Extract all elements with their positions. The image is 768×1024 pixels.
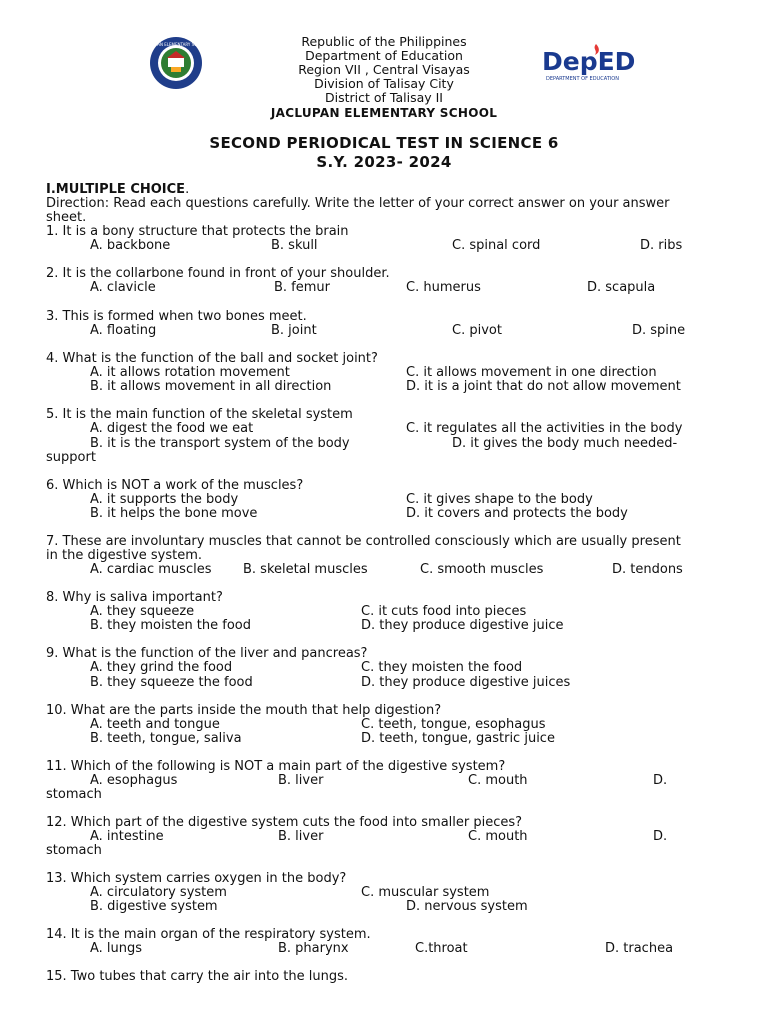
q13-option-a: A. circulatory system xyxy=(90,885,227,900)
question-11: 11. Which of the following is NOT a main part of the digestive system? xyxy=(46,759,506,774)
header-line-2: Department of Education xyxy=(305,48,463,63)
test-title: SECOND PERIODICAL TEST IN SCIENCE 6 xyxy=(209,134,559,152)
question-12: 12. Which part of the digestive system cuts the food into smaller pieces? xyxy=(46,815,523,830)
q14-option-a: A. lungs xyxy=(90,941,143,956)
section-heading-period: . xyxy=(185,182,190,197)
q12-option-c: C. mouth xyxy=(468,829,528,844)
q10-option-d: D. teeth, tongue, gastric juice xyxy=(361,731,555,746)
q2-option-d: D. scapula xyxy=(587,280,656,295)
q7-option-c: C. smooth muscles xyxy=(420,562,544,577)
q5-option-b: B. it is the transport system of the body xyxy=(90,436,350,451)
q7-option-a: A. cardiac muscles xyxy=(90,562,212,577)
q2-option-c: C. humerus xyxy=(406,280,481,295)
q6-option-b: B. it helps the bone move xyxy=(90,506,258,521)
q2-option-b: B. femur xyxy=(274,280,331,295)
question-15: 15. Two tubes that carry the air into the lungs. xyxy=(46,969,349,984)
svg-text:DEPARTMENT OF EDUCATION: DEPARTMENT OF EDUCATION xyxy=(546,76,619,82)
q10-option-b: B. teeth, tongue, saliva xyxy=(90,731,242,746)
q2-option-a: A. clavicle xyxy=(90,280,156,295)
question-7-cont: in the digestive system. xyxy=(46,548,202,563)
q5-option-c: C. it regulates all the activities in the body xyxy=(406,421,683,436)
q7-option-d: D. tendons xyxy=(612,562,683,577)
direction-line-1: Direction: Read each questions carefully. Write the letter of your correct answer on your answer xyxy=(46,196,670,211)
q7-option-b: B. skeletal muscles xyxy=(243,562,368,577)
direction-line-2: sheet. xyxy=(46,210,87,225)
q3-option-c: C. pivot xyxy=(452,323,502,338)
q13-option-c: C. muscular system xyxy=(361,885,490,900)
q4-option-c: C. it allows movement in one direction xyxy=(406,365,657,380)
q4-option-b: B. it allows movement in all direction xyxy=(90,379,332,394)
q14-option-c: C.throat xyxy=(415,941,468,956)
header-line-5: District of Talisay II xyxy=(325,90,443,105)
q13-option-b: B. digestive system xyxy=(90,899,218,914)
q8-option-a: A. they squeeze xyxy=(90,604,195,619)
q4-option-a: A. it allows rotation movement xyxy=(90,365,290,380)
section-heading-text: I.MULTIPLE CHOICE xyxy=(46,182,186,197)
school-name: JACLUPAN ELEMENTARY SCHOOL xyxy=(270,106,498,120)
svg-text:JACLUPAN ELEMENTARY SCHOOL: JACLUPAN ELEMENTARY SCHOOL xyxy=(143,42,209,47)
q10-option-a: A. teeth and tongue xyxy=(90,717,220,732)
q1-option-b: B. skull xyxy=(271,238,318,253)
q14-option-b: B. pharynx xyxy=(278,941,349,956)
q5-option-d-wrap: support xyxy=(46,450,96,465)
question-7: 7. These are involuntary muscles that cannot be controlled consciously which are usually present xyxy=(46,534,681,549)
q5-option-a: A. digest the food we eat xyxy=(90,421,254,436)
q12-option-a: A. intestine xyxy=(90,829,164,844)
q9-option-b: B. they squeeze the food xyxy=(90,675,253,690)
school-year: S.Y. 2023- 2024 xyxy=(316,153,452,171)
header-line-4: Division of Talisay City xyxy=(314,76,454,91)
q10-option-c: C. teeth, tongue, esophagus xyxy=(361,717,546,732)
question-3: 3. This is formed when two bones meet. xyxy=(46,309,307,324)
q3-option-d: D. spine xyxy=(632,323,686,338)
q1-option-d: D. ribs xyxy=(640,238,683,253)
q8-option-d: D. they produce digestive juice xyxy=(361,618,564,633)
q13-option-d: D. nervous system xyxy=(406,899,528,914)
question-5: 5. It is the main function of the skeletal system xyxy=(46,407,353,422)
question-14: 14. It is the main organ of the respiratory system. xyxy=(46,927,371,942)
section-heading xyxy=(46,183,189,197)
question-2: 2. It is the collarbone found in front of your shoulder. xyxy=(46,266,390,281)
q11-option-b: B. liver xyxy=(278,773,324,788)
question-10: 10. What are the parts inside the mouth that help digestion? xyxy=(46,703,442,718)
q4-option-d: D. it is a joint that do not allow movement xyxy=(406,379,681,394)
q11-option-d: D. xyxy=(653,773,668,788)
question-1: 1. It is a bony structure that protects the brain xyxy=(46,224,349,239)
q9-option-d: D. they produce digestive juices xyxy=(361,675,571,690)
header-line-3: Region VII , Central Visayas xyxy=(298,62,470,77)
question-8: 8. Why is saliva important? xyxy=(46,590,223,605)
q9-option-c: C. they moisten the food xyxy=(361,660,523,675)
question-4: 4. What is the function of the ball and socket joint? xyxy=(46,351,378,366)
q1-option-c: C. spinal cord xyxy=(452,238,541,253)
q9-option-a: A. they grind the food xyxy=(90,660,233,675)
q12-option-d: D. xyxy=(653,829,668,844)
q11-option-d-wrap: stomach xyxy=(46,787,102,802)
q5-option-d: D. it gives the body much needed- xyxy=(452,436,678,451)
q3-option-b: B. joint xyxy=(271,323,317,338)
q12-option-b: B. liver xyxy=(278,829,324,844)
q8-option-c: C. it cuts food into pieces xyxy=(361,604,527,619)
q11-option-a: A. esophagus xyxy=(90,773,178,788)
q14-option-d: D. trachea xyxy=(605,941,674,956)
question-13: 13. Which system carries oxygen in the body? xyxy=(46,871,347,886)
q8-option-b: B. they moisten the food xyxy=(90,618,252,633)
q6-option-d: D. it covers and protects the body xyxy=(406,506,628,521)
q12-option-d-wrap: stomach xyxy=(46,843,102,858)
header-line-1: Republic of the Philippines xyxy=(301,34,467,49)
q11-option-c: C. mouth xyxy=(468,773,528,788)
q3-option-a: A. floating xyxy=(90,323,157,338)
question-9: 9. What is the function of the liver and pancreas? xyxy=(46,646,368,661)
svg-text:DepED: DepED xyxy=(542,47,636,76)
q6-option-a: A. it supports the body xyxy=(90,492,239,507)
q6-option-c: C. it gives shape to the body xyxy=(406,492,593,507)
q1-option-a: A. backbone xyxy=(90,238,171,253)
question-6: 6. Which is NOT a work of the muscles? xyxy=(46,478,304,493)
